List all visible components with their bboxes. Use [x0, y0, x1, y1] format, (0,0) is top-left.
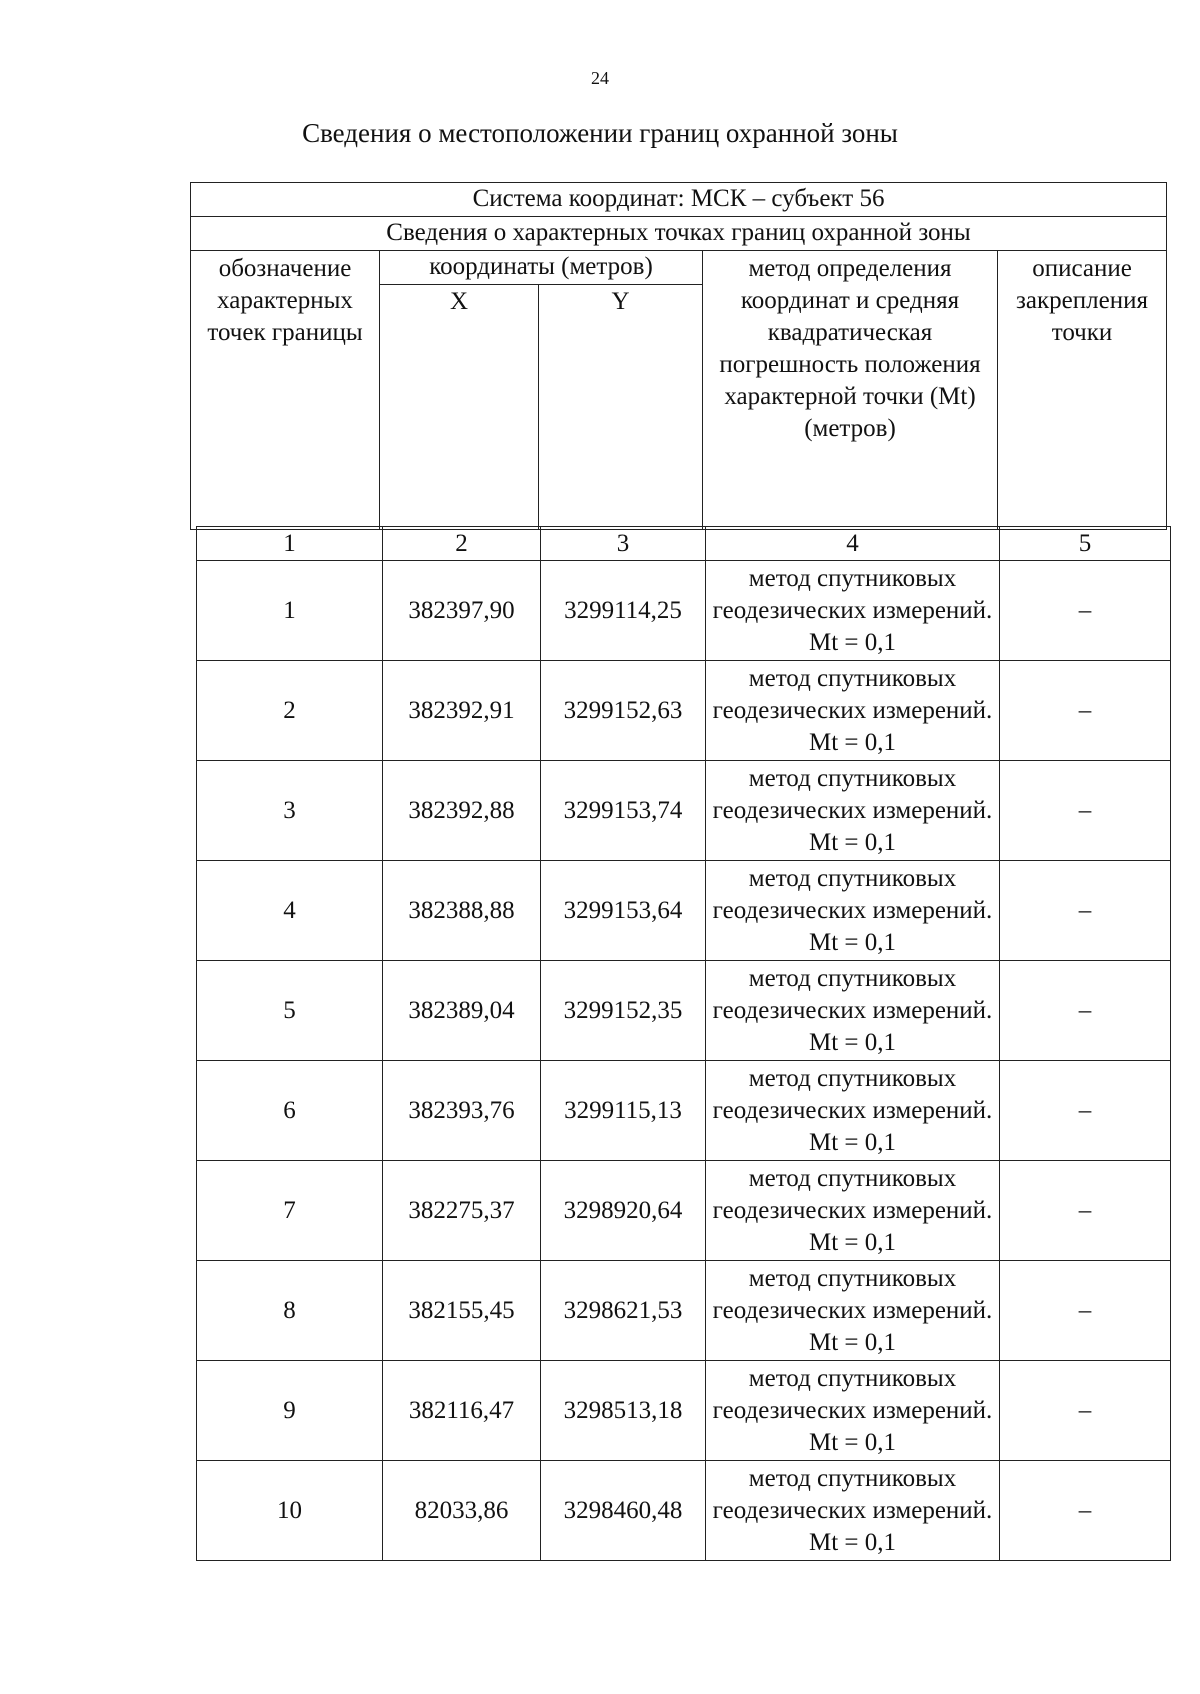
x-coordinate-cell: 382116,47 — [383, 1361, 541, 1461]
x-coordinate-cell: 382392,88 — [383, 761, 541, 861]
method-cell: метод спутниковых геодезических измерений. Mt = 0,1 — [706, 1461, 1000, 1561]
y-coordinate-cell: 3299114,25 — [541, 561, 706, 661]
table-row — [197, 861, 1171, 961]
column-number: 5 — [1000, 527, 1171, 561]
y-coordinate-cell: 3298460,48 — [541, 1461, 706, 1561]
column-number: 1 — [197, 527, 383, 561]
fixation-description-header: описание закрепления точки — [998, 251, 1167, 530]
y-coordinate-cell: 3298621,53 — [541, 1261, 706, 1361]
point-number-cell: 1 — [197, 561, 383, 661]
column-number: 2 — [383, 527, 541, 561]
table-row — [197, 961, 1171, 1061]
y-coordinate-cell: 3299152,63 — [541, 661, 706, 761]
method-cell: метод спутниковых геодезических измерений. Mt = 0,1 — [706, 961, 1000, 1061]
method-cell: метод спутниковых геодезических измерений. Mt = 0,1 — [706, 861, 1000, 961]
point-number-cell: 2 — [197, 661, 383, 761]
y-coordinate-cell: 3298513,18 — [541, 1361, 706, 1461]
point-number-cell: 5 — [197, 961, 383, 1061]
table-row — [197, 1461, 1171, 1561]
point-number-cell: 7 — [197, 1161, 383, 1261]
fixation-description-cell: – — [1000, 661, 1171, 761]
x-coordinate-cell: 382389,04 — [383, 961, 541, 1061]
method-cell: метод спутниковых геодезических измерений. Mt = 0,1 — [706, 1161, 1000, 1261]
point-number-cell: 9 — [197, 1361, 383, 1461]
method-cell: метод спутниковых геодезических измерений. Mt = 0,1 — [706, 661, 1000, 761]
method-cell: метод спутниковых геодезических измерений. Mt = 0,1 — [706, 1261, 1000, 1361]
method-cell: метод спутниковых геодезических измерений. Mt = 0,1 — [706, 1361, 1000, 1461]
x-header: X — [380, 285, 539, 530]
fixation-description-cell: – — [1000, 761, 1171, 861]
fixation-description-cell: – — [1000, 1461, 1171, 1561]
table-row — [197, 1061, 1171, 1161]
point-number-cell: 3 — [197, 761, 383, 861]
y-coordinate-cell: 3299152,35 — [541, 961, 706, 1061]
method-cell: метод спутниковых геодезических измерений. Mt = 0,1 — [706, 561, 1000, 661]
y-coordinate-cell: 3299115,13 — [541, 1061, 706, 1161]
page-number: 24 — [591, 68, 609, 88]
table-row — [197, 561, 1171, 661]
x-coordinate-cell: 382393,76 — [383, 1061, 541, 1161]
coordinates-table — [196, 526, 1171, 1561]
column-number: 4 — [706, 527, 1000, 561]
x-coordinate-cell: 382155,45 — [383, 1261, 541, 1361]
fixation-description-cell: – — [1000, 1161, 1171, 1261]
fixation-description-cell: – — [1000, 861, 1171, 961]
table-row — [197, 1261, 1171, 1361]
x-coordinate-cell: 382392,91 — [383, 661, 541, 761]
fixation-description-cell: – — [1000, 1361, 1171, 1461]
section-title-cell: Сведения о характерных точках границ охранной зоны — [191, 217, 1167, 251]
column-number: 3 — [541, 527, 706, 561]
x-coordinate-cell: 382275,37 — [383, 1161, 541, 1261]
fixation-description-cell: – — [1000, 1061, 1171, 1161]
table-row — [197, 1161, 1171, 1261]
fixation-description-cell: – — [1000, 561, 1171, 661]
y-header: Y — [539, 285, 703, 530]
y-coordinate-cell: 3298920,64 — [541, 1161, 706, 1261]
x-coordinate-cell: 82033,86 — [383, 1461, 541, 1561]
point-number-cell: 4 — [197, 861, 383, 961]
coordinates-header: координаты (метров) — [380, 251, 703, 285]
fixation-description-cell: – — [1000, 961, 1171, 1061]
document-title: Сведения о местоположении границ охранной зоны — [302, 118, 898, 148]
table-row — [197, 761, 1171, 861]
x-coordinate-cell: 382388,88 — [383, 861, 541, 961]
point-number-cell: 8 — [197, 1261, 383, 1361]
table-row — [197, 661, 1171, 761]
table-header — [190, 182, 1167, 530]
method-cell: метод спутниковых геодезических измерений. Mt = 0,1 — [706, 1061, 1000, 1161]
table-row — [197, 1361, 1171, 1461]
point-number-cell: 6 — [197, 1061, 383, 1161]
point-designation-header: обозначение характерных точек границы — [191, 251, 380, 530]
x-coordinate-cell: 382397,90 — [383, 561, 541, 661]
coordinate-system-cell: Система координат: МСК – субъект 56 — [191, 183, 1167, 217]
method-header: метод определения координат и средняя квадратическая погрешность положения характерной точки (Mt) (метров) — [703, 251, 998, 530]
y-coordinate-cell: 3299153,64 — [541, 861, 706, 961]
fixation-description-cell: – — [1000, 1261, 1171, 1361]
y-coordinate-cell: 3299153,74 — [541, 761, 706, 861]
method-cell: метод спутниковых геодезических измерений. Mt = 0,1 — [706, 761, 1000, 861]
point-number-cell: 10 — [197, 1461, 383, 1561]
column-number-row — [197, 527, 1171, 561]
